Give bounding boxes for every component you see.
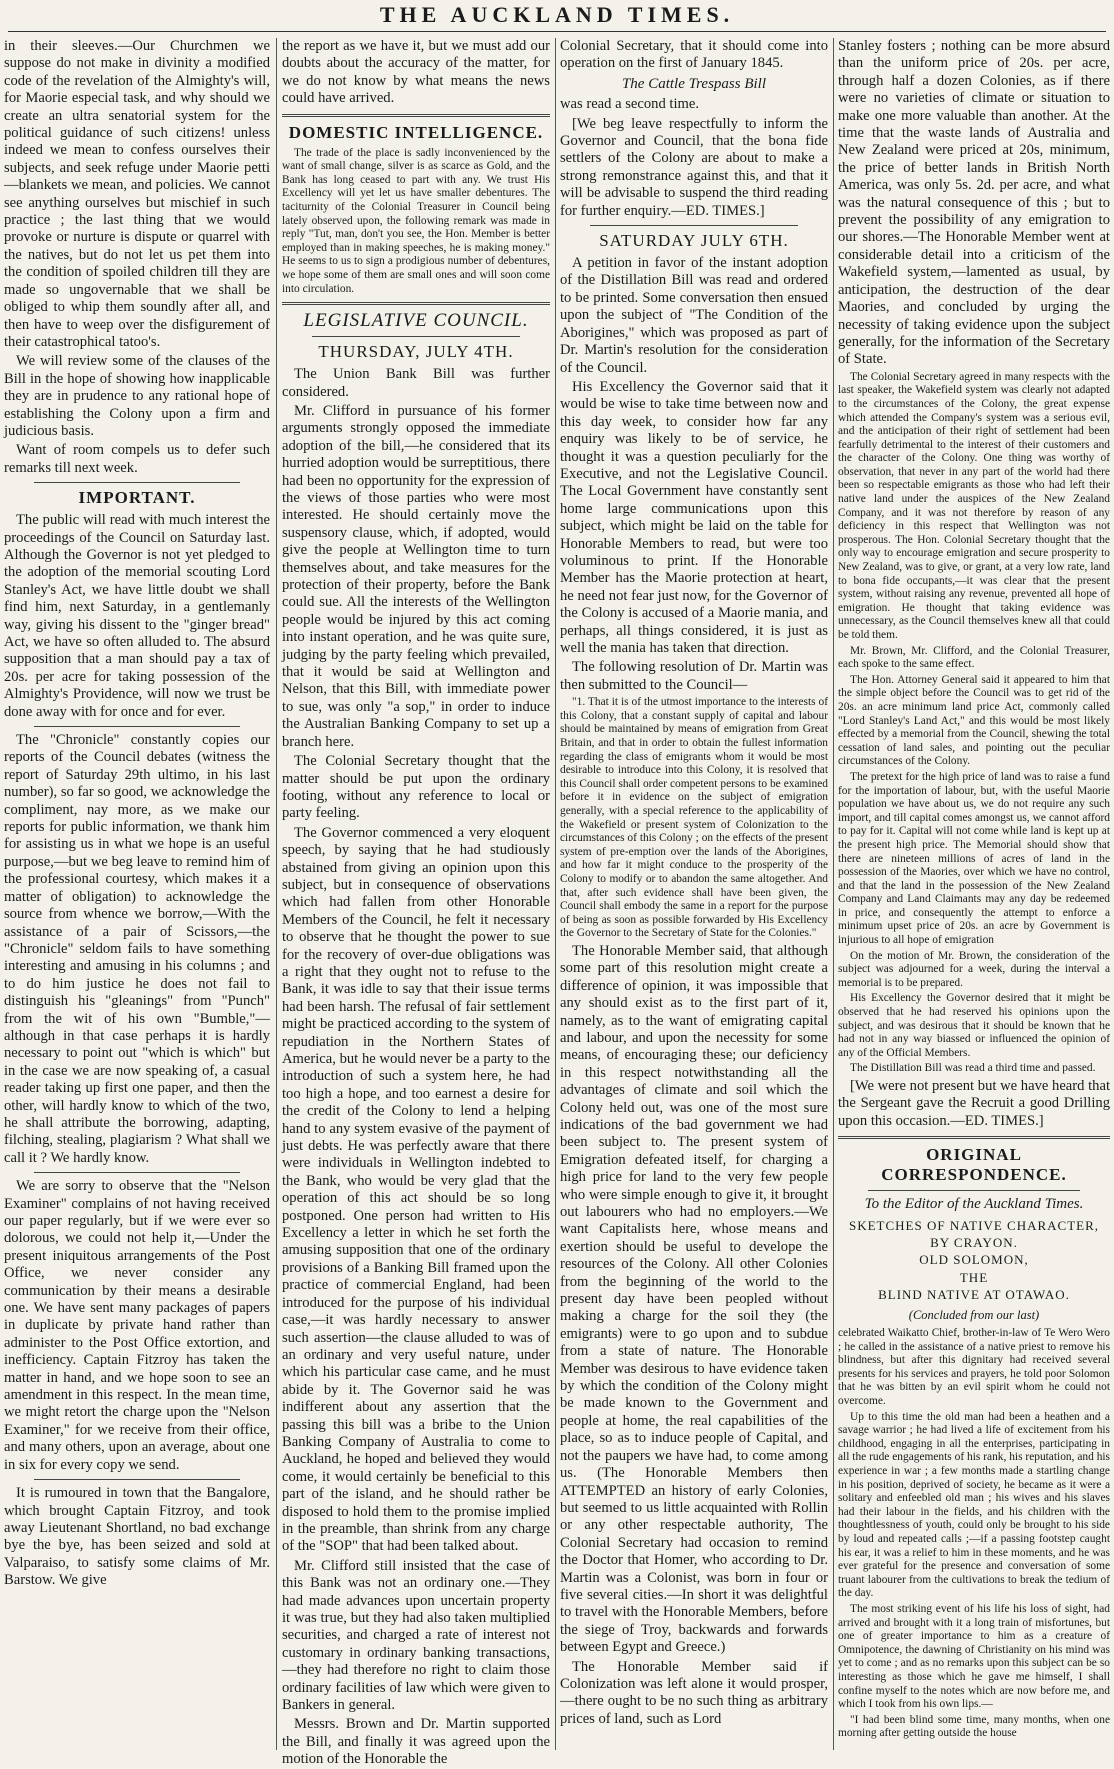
article-paragraph: Colonial Secretary, that it should come into operation on the first of January 1845. [560,38,828,72]
article-paragraph: The Honorable Member said, that although some part of this resolution might create a difference of opinion, it was impossible that any should exist as to the first part of it, namely, as to the want of emigrating capital and labour, and upon the necessity for some means, of encouraging these; our deficiency in this respect notwithstanding all the advantages of climate and soil which the Colony held out, was one of the most sure indications of the bad government we had been subject to. The present system of Emigration defeated itself, for charging a high price for land to the very few people who were simple enough to give it, it brought out labourers who had no employers.—We want Capitalists here, whose means and exertion should be useful to develope the resources of the Colony. All other Colonies from the beginning of the world to the present day have been peopled without making a charge for the soil they (the emigrants) were to go upon and to subdue from a state of nature. The Honorable Member was desirous to have evidence taken by which the condition of the Colony might be made known to the Government and people at home, the real capabilities of the place, so as to induce people of Capital, and not the paupers we have had, to come among us. (The Honorable Members then ATTEMPTED an history of early Colonies, but seemed to us little acquainted with Rollin or any other respectable authority, The Colonial Secretary had occasion to remind the Doctor that Homer, who according to Dr. Martin was a Colonist, was born in four or five several cities.—In short it was delightful to travel with the Honorable Members, before the siege of Troy, backwards and forwards between Egypt and Greece.) [560,942,828,1656]
section-heading: DOMESTIC INTELLIGENCE. [288,122,544,142]
masthead-rule [8,31,1106,32]
continuation-note: (Concluded from our last) [908,1307,1040,1322]
section-heading: IMPORTANT. [78,488,196,508]
article-paragraph: The Honorable Member said if Colonization was left alone it would prosper,—there ought to be no such thing as arbitrary prices of land, such as Lord [560,1658,828,1727]
article-paragraph: the report as we have it, but we must add our doubts about the accuracy of the matter, for we do not know by what means the news could have arrived. [282,38,550,107]
article-paragraph: It is rumoured in town that the Bangalore, which brought Captain Fitzroy, and took away Lieutenant Shortland, no bad exchange bye the bye, has been seized and sold at Valparaiso, to satisfy some claims of Mr. Barstow. We give [4,1485,270,1589]
section-divider [868,1190,1080,1191]
article-paragraph: The pretext for the high price of land was to raise a fund for the importation of labour, but, with the useful Maorie population we have about us, we do not require any such import, and till capital comes amongst us, we cannot afford to pay for it. Capital will not come while land is kept up at the present high price. The Memorial should show that there are nineteen millions of acres of land in the possession of the Maories, over which we have no control, and that the land in the possession of the New Zealand Company and Land Claimants may any day be redeemed in price, and consequently the attempt to enforce a minimum upset price of 20s. an acre by Government is injurious to all hope of emigration [838,770,1110,947]
series-title: SKETCHES OF NATIVE CHARACTER, [848,1217,1099,1233]
article-paragraph: The Hon. Attorney General said it appeared to him that the simple object before the Council was to get rid of the 20s. an acre minimum land price Act, commonly called "Lord Stanley's Land Act," and this would be most likely effected by a memorial from the Council, shewing the total cessation of land sales, and pointing out the peculiar circumstances of the Colony. [838,673,1110,768]
article-paragraph: Messrs. Brown and Dr. Martin supported the Bill, and finally it was agreed upon the motion of the Honorable the [282,1716,550,1768]
article-paragraph: Mr. Brown, Mr. Clifford, and the Colonial Treasurer, each spoke to the same effect. [838,644,1110,671]
column-1 [4,38,270,1748]
section-divider [282,114,550,117]
column-2 [282,38,550,1768]
article-paragraph: The Colonial Secretary agreed in many respects with the last speaker, the Wakefield system was clearly not adapted to the circumstances of the Colony, the great expense which attended the Company's system was a serious evil, and the anticipation of their right of settlement had been fearfully detrimental to the interest of their customers and the character of the Colony. One thing was worthy of observation, that never in any part of the world had there been so respectable emigrants as those who had left their native land under the auspices of the New Zealand Company, and it was not therefore by reason of any deficiency in this respect that Wellington was not prosperous. The Hon. Colonial Secretary thought that the only way to encourage emigration and secure prosperity to New Zealand, was to give, or grant, at a very low rate, land to bona fide occupants,—it was clear that the present system, without raising any revenue, prevented all hope of emigration. He thought that taking evidence was unnecessary, as the Council themselves knew all that could be told them. [838,370,1110,641]
article-paragraph: in their sleeves.—Our Churchmen we suppose do not make in divinity a modified code of the revelation of the Almighty's will, for Maorie especial task, and why should we create an ultra senatorial system for the political guidance of such citizens! unless indeed we mean to confess ourselves their subjects, and seek refuge under Maorie petti—blankets we mean, and policies. We cannot see anything ourselves but mischief in such practice ; the last thing that we would provoke or nurture is dispute or quarrel with the natives, but do not let us pet them into the condition of spoiled children till they are made so ungovernable that we shall be obliged to whip them soundly after all, and then have to weep over the disfigurement of their catastrophical tatoo's. [4,38,270,350]
article-paragraph: Mr. Clifford still insisted that the case of this Bank was not an ordinary one.—They had made advances upon uncertain property it was true, but they had also taken multiplied securities, and charged a rate of interest not customary in ordinary banking transactions,—they had therefore no right to claim those ordinary facilities of law which were given to Bankers in general. [282,1557,550,1714]
article-paragraph: Mr. Clifford in pursuance of his former arguments strongly opposed the immediate adoption of the bill,—he considered that its hurried adoption would be surreptitious, there had been no opportunity for the expression of the views of those parties who were most interested. He should certainly move the suspensory clause, which, if adopted, would give the people at Wellington time to turn themselves about, and take measures for the protection of their property, before the Bank could sue. All the interests of the Wellington people would be injured by this act coming into instant operation, and he was quite sure, judging by the party feeling which prevailed, that it would be said at Wellington and Nelson, that this Bill, with immediate power to sue, was only "a sop," in order to induce the Australian Banking Company to set up a branch here. [282,402,550,750]
article-paragraph: His Excellency the Governor said that it would be wise to take time between now and this day week, to consider how far any enquiry was likely to be of service, he thought it was a question peculiarly for the Executive, and not the Legislative Council. The Local Government have constantly sent home large communications upon this subject, which might be laid on the table for Honorable Members to read, but were too voluminous to print. If the Honorable Member has the Maorie protection at heart, he need not fear just now, for the Governor of the Colony is accused of a Maorie mania, and perhaps, all things considered, it is just as well the mania has taken that direction. [560,378,828,656]
editor-note: [We beg leave respectfully to inform the Governor and Council, that the bona fide settlers of the Colony are about to make a strong remonstrance against this, and that it will be advisable to suspend the third reading for further enquiry.—ED. TIMES.] [560,115,828,219]
section-divider [34,1479,240,1480]
article-title: THE [959,1269,989,1285]
section-heading: ORIGINAL CORRESPONDENCE. [881,1145,1067,1185]
letter-salutation: To the Editor of the Auckland Times. [864,1196,1084,1213]
column-divider [276,38,277,1750]
article-paragraph: The public will read with much interest the proceedings of the Council on Saturday last. Although the Governor is not yet pledged to the adoption of the memorial scouting Lord Stanley's Act, we have little doubt we shall find him, next Saturday, in a gentlemanly way, giving his dissent to the "ginger bread" Act, we have so often alluded to. The absurd supposition that a man should pay a tax of 20s. per acre for taking possession of the Almighty's Providence, will now we trust be done away with for once and for ever. [4,512,270,720]
date-heading: SATURDAY JULY 6TH. [599,231,789,251]
section-divider [34,1172,240,1173]
article-paragraph: The Distillation Bill was read a third time and passed. [850,1062,1096,1075]
article-paragraph: Up to this time the old man had been a heathen and a savage warrior ; he had lived a life of excitement from his childhood, engaging in all the enterprises, participating in all the rude engagements of his rank, his reputation, and his experience in war ; a few months made a startling change in his position, deprived of society, he became as it were a solitary and enfeebled old man ; his wives and his slaves had their labour in the fields, and his children with the thoughtlessness of youth, could only be brought to his side by loud and repeated calls ;—if a passing footstep caught his ear, it was a relief to him in these moments, and he was ever grateful for the presence and conversation of some truant labourer from the cultivations to break the tedium of the day. [838,1410,1110,1600]
article-title: OLD SOLOMON, [919,1252,1029,1268]
article-paragraph: The Colonial Secretary thought that the matter should be put upon the ordinary footing, without any reference to local or party feeling. [282,753,550,822]
article-paragraph: On the motion of Mr. Brown, the consideration of the subject was adjourned for a week, during the interval a memorial is to be prepared. [838,949,1110,989]
section-divider [34,482,240,483]
column-divider [555,38,556,1750]
article-paragraph: The Governor commenced a very eloquent speech, by saying that he had studiously abstained from giving an opinion upon this subject, but in consequence of observations which had fallen from other Honorable Members of the Council, he felt it necessary to observe that he thought the power to sue for the recovery of over-due obligations was a right that they ought not to refuse to the Bank, it was idle to say that their issue terms had been harsh. The refusal of fair settlement might be practiced according to the system of repudiation in the Northern States of America, but he would never be a party to the introduction of such a system here, he had too high a hope, and too earnest a desire for the credit of the Colony to lend a helping hand to any system evasive of the payment of just debts. He was perfectly aware that there were individuals in Wellington indebted to the Bank, who would be very glad that the operation of this act should be so long postponed. One person had written to His Excellency a letter in which he set forth the amusing supposition that one of the ordinary provisions of a Banking Bill framed upon the practice of commercial England, had been introduced for the purpose of his individual case,—it was hardly necessary to answer such assertion—the clause alluded to was of an ordinary and very useful nature, under which his particular case came, and he must abide by it. The Governor said he was indifferent about any assertion that the passing this bill was a bribe to the Union Banking Company of Australia to come to Auckland, he hoped and believed they would come, it would certainly be beneficial to this part of the island, and he should rather be disposed to hold them to the promise implied in the preamble, than shrink from any charge of the "SOP" that had been talked about. [282,824,550,1555]
article-paragraph: Stanley fosters ; nothing can be more absurd than the uniform price of 20s. per acre, through half a dozen Colonies, as if there were no varieties of climate or situation to make one more valuable than another. At the time that the waste lands of Australia and New Zealand were priced at 20s, minimum, the price of better lands in British North America, was only 5s. 2d. per acre, and what was the natural consequence of this ; but to prevent the possibility of any emigration to our shores.—The Honorable Member went at considerable detail into a criticism of the Wakefield system,—lamented as usual, by anticipation, the destruction of the dear Maories, and concluded by urging the necessity of taking evidence upon the subject generally, for the information of the Secretary of State. [838,38,1110,368]
article-paragraph: "I had been blind some time, many months, when one morning after getting outside the house [838,1713,1110,1740]
article-paragraph: The "Chronicle" constantly copies our reports of the Council debates (witness the report of Saturday 29th ultimo, in his last number), so far so good, we acknowledge the compliment, nay more, as we make our reports for public information, we thank him for assisting us in what we hope is an useful purpose,—but we beg leave to remind him of the professional courtesy, which makes it a matter of obligation) to acknowledge the source from whence we borrow,—With the assistance of a pair of Scissors,—the "Chronicle" seldom fails to have something interesting and amusing in his columns ; and to do him justice he does not fail to distinguish his "gleanings" from "Punch" from the wit of his own "Bumble,"—although in that case perhaps it is hardly necessary to point out "which is which" but in the case we are now speaking of, a casual reader taking up first one paper, and then the other, will hardly know to which of the two, he shall attribute the borrowing, adapting, filching, stealing, plagiarism ? What shall we call it ? We hardly know. [4,732,270,1166]
resolution-text: "1. That it is of the utmost importance to the interests of this Colony, that a constant supply of capital and labour should be maintained by means of emigration from Great Britain, and that in order to obtain the fullest information regarding the class of emigrants whom it would be most desirable to introduce into this Colony, it is resolved that this Council shall order competent persons to be examined before it in evidence on the subject of emigration generally, with a special reference to the applicability of the Wakefield or present system of Colonization to the circumstances of this Colony ; on the effects of the present system of pre-emption over the lands of the Aborigines, and how far it might conduce to the prosperity of the Colony to modify or to abandon the same altogether. And that, after such evidence shall have been given, the Council shall embody the same in a report for the purpose of being as soon as possible forwarded by His Excellency the Governor to the Secretary of State for the Colonies." [560,696,828,940]
article-paragraph: Want of room compels us to defer such remarks till next week. [4,442,270,476]
editor-note: [We were not present but we have heard that the Sergeant gave the Recruit a good Drilling upon this occasion.—ED. TIMES.] [838,1078,1110,1129]
section-divider [282,302,550,305]
article-paragraph: The following resolution of Dr. Martin was then submitted to the Council— [560,659,828,693]
article-paragraph: The Union Bank Bill was further considered. [282,366,550,400]
byline: BY CRAYON. [930,1235,1018,1251]
article-paragraph: A petition in favor of the instant adoption of the Distillation Bill was read and ordered to be printed. Some conversation then ensued upon the subject of "The Condition of the Aborigines," which was proposed as part of Dr. Martin's resolution for the consideration of the Council. [560,255,828,376]
article-paragraph: was read a second time. [560,96,699,113]
article-paragraph: His Excellency the Governor desired that it might be observed that he had reserved his opinions upon the subject, and was desirous that it should be known that he had not in any way biassed or influenced the opinion of any of the Official Members. [838,992,1110,1059]
article-paragraph: We will review some of the clauses of the Bill in the hope of showing how inapplicable they are in prudence to any rational hope of establishing the Colony upon a firm and judicious basis. [4,353,270,439]
section-heading: LEGISLATIVE COUNCIL. [303,310,529,332]
section-divider [34,726,240,727]
article-paragraph: The most striking event of his life his loss of sight, had arrived and brought with it a long train of misfortunes, but one of greater importance to him as a creature of Omnipotence, the dawning of Christianity on his mind was yet to come ; and as no remarks upon this subject can be so interesting as those which he gave me himself, I shall confine myself to the notes which are now before me, and which I took from his own lips.— [838,1602,1110,1711]
column-4 [838,38,1110,1748]
date-heading: THURSDAY, JULY 4TH. [318,342,514,362]
section-divider [312,336,520,337]
article-paragraph: We are sorry to observe that the "Nelson Examiner" complains of not having received our paper regularly, but if we were ever so dolorous, we could not help it,—Under the present iniquitous arrangements of the Post Office, we never consider any communication by their means a desirable one. We have sent many packages of papers in duplicate by private hand rather than administer to the Post Office extortion, and inefficiency. Captain Fitzroy has taken the matter in hand, and we hope soon to see an amendment in this respect. In the mean time, we might retort the charge upon the "Nelson Examiner," for we receive from their office, and many others, upon an average, about one in six for every copy we send. [4,1178,270,1473]
section-divider [838,1136,1110,1139]
article-paragraph: The trade of the place is sadly inconvenienced by the want of small change, silver is as scarce as Gold, and the Bank has long ceased to part with any. We trust His Excellency will yet let us have smaller debentures. The taciturnity of the Colonial Treasurer in Council being lately observed upon, the following remark was made in reply "Tut, man, don't you see, the Hon. Member is better employed than in making speeches, he is making money." He seems to us to sign a prodigious number of debentures, we hope some of them are small ones and will soon come into circulation. [282,146,550,295]
article-title: BLIND NATIVE AT OTAWAO. [878,1287,1070,1303]
masthead-title: THE AUCKLAND TIMES. [379,2,735,27]
section-divider [590,225,798,226]
article-paragraph: celebrated Waikatto Chief, brother-in-law of Te Wero Wero ; he called in the assistance of a native priest to remove his blindness, but after this dignitary had received several presents for his services and prayers, he told poor Solomon that he was bitten by an evil spirit whom he could not overcome. [838,1327,1110,1408]
column-divider [833,38,834,1750]
column-3 [560,38,828,1748]
bill-heading: The Cattle Trespass Bill [621,75,767,92]
